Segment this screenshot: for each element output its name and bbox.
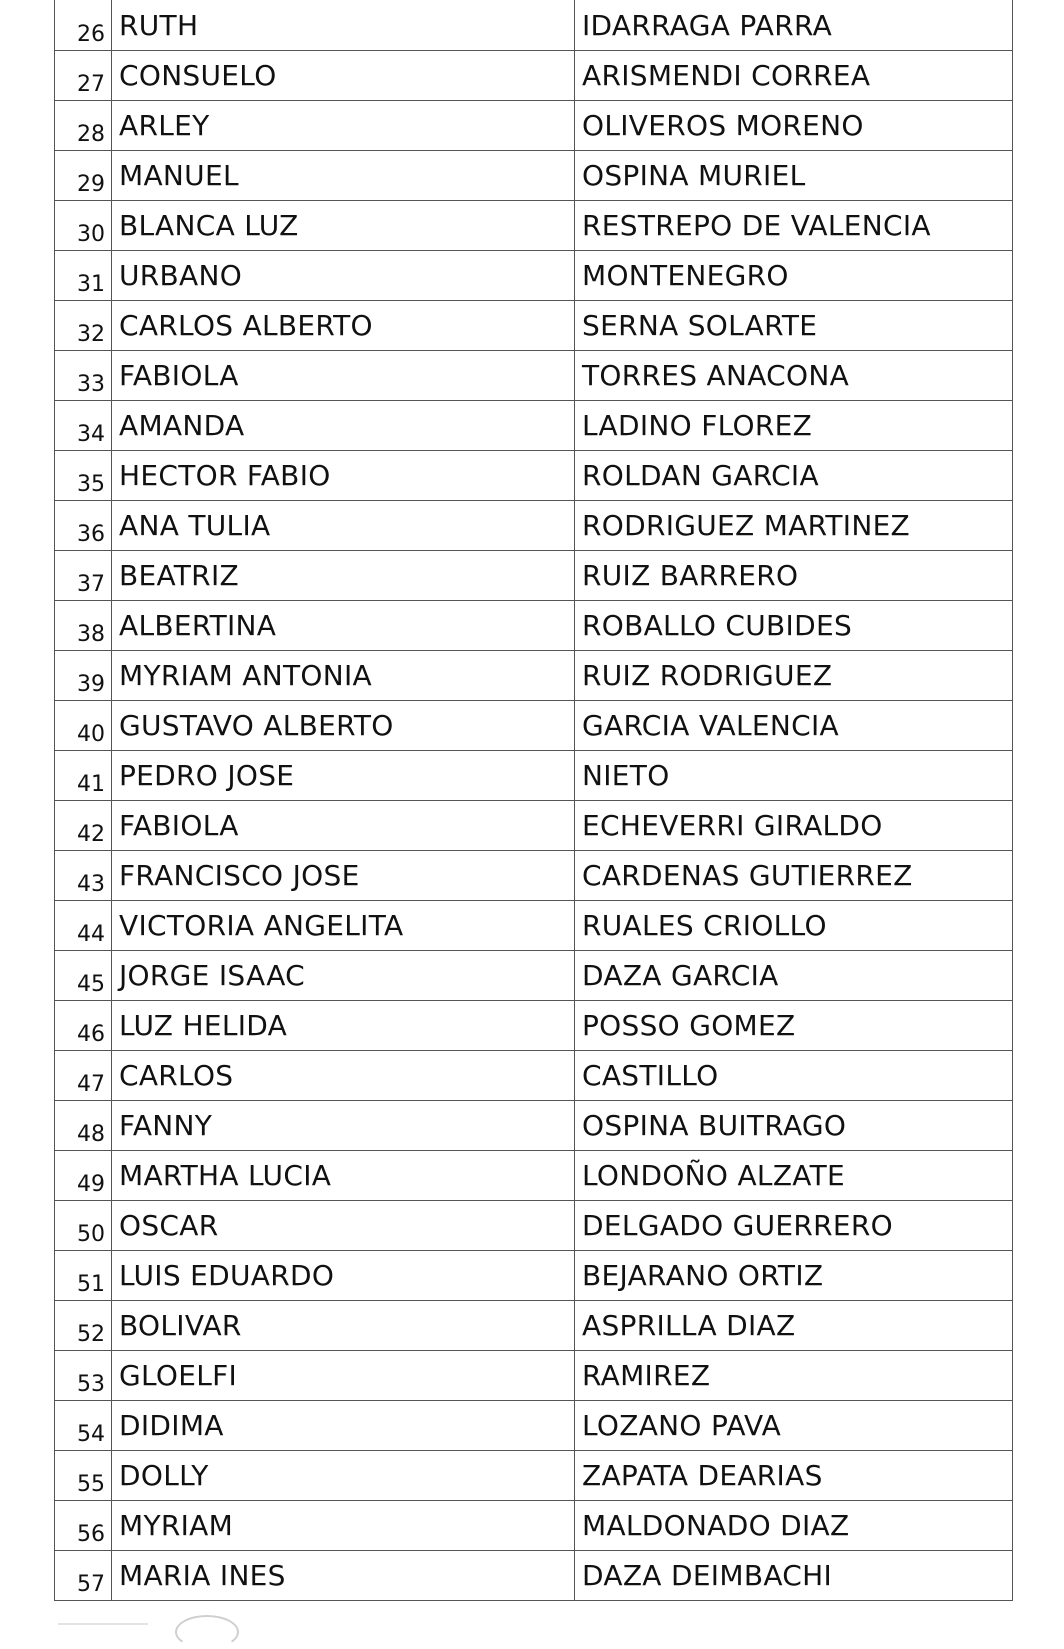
table-row [55,51,1013,101]
table-row [55,651,1013,701]
table-row [55,801,1013,851]
first-name-cell: CARLOS ALBERTO [112,301,575,351]
row-number: 54 [55,1401,112,1451]
last-name-cell: SERNA SOLARTE [575,301,1013,351]
first-name-cell: DIDIMA [112,1401,575,1451]
last-name-cell: DAZA DEIMBACHI [575,1551,1013,1601]
first-name-cell: RUTH [112,0,575,51]
last-name-cell: LADINO FLOREZ [575,401,1013,451]
table-row [55,1401,1013,1451]
first-name-cell: ARLEY [112,101,575,151]
row-number: 38 [55,601,112,651]
row-number: 31 [55,251,112,301]
first-name-cell: MYRIAM [112,1501,575,1551]
table-row [55,101,1013,151]
first-name-cell: MARTHA LUCIA [112,1151,575,1201]
table-row [55,501,1013,551]
last-name-cell: NIETO [575,751,1013,801]
row-number: 53 [55,1351,112,1401]
table-row [55,1551,1013,1601]
row-number: 40 [55,701,112,751]
table-row [55,151,1013,201]
first-name-cell: FABIOLA [112,351,575,401]
row-number: 39 [55,651,112,701]
first-name-cell: URBANO [112,251,575,301]
first-name-cell: JORGE ISAAC [112,951,575,1001]
row-number: 46 [55,1001,112,1051]
row-number: 36 [55,501,112,551]
row-number: 51 [55,1251,112,1301]
last-name-cell: LOZANO PAVA [575,1401,1013,1451]
last-name-cell: RESTREPO DE VALENCIA [575,201,1013,251]
table-row [55,751,1013,801]
row-number: 28 [55,101,112,151]
last-name-cell: OLIVEROS MORENO [575,101,1013,151]
first-name-cell: AMANDA [112,401,575,451]
last-name-cell: OSPINA MURIEL [575,151,1013,201]
table-row [55,1301,1013,1351]
row-number: 49 [55,1151,112,1201]
last-name-cell: MALDONADO DIAZ [575,1501,1013,1551]
row-number: 43 [55,851,112,901]
row-number: 47 [55,1051,112,1101]
last-name-cell: ZAPATA DEARIAS [575,1451,1013,1501]
table-row [55,601,1013,651]
table-row [55,851,1013,901]
table-row [55,201,1013,251]
table-row [55,1201,1013,1251]
first-name-cell: VICTORIA ANGELITA [112,901,575,951]
last-name-cell: ROLDAN GARCIA [575,451,1013,501]
row-number: 26 [55,0,112,51]
row-number: 44 [55,901,112,951]
row-number: 55 [55,1451,112,1501]
table-row [55,1251,1013,1301]
row-number: 30 [55,201,112,251]
row-number: 52 [55,1301,112,1351]
last-name-cell: RUIZ RODRIGUEZ [575,651,1013,701]
first-name-cell: HECTOR FABIO [112,451,575,501]
table-row [55,1001,1013,1051]
footer-divider [58,1623,148,1625]
table-row [55,1351,1013,1401]
last-name-cell: LONDOÑO ALZATE [575,1151,1013,1201]
row-number: 27 [55,51,112,101]
last-name-cell: RODRIGUEZ MARTINEZ [575,501,1013,551]
last-name-cell: MONTENEGRO [575,251,1013,301]
last-name-cell: ASPRILLA DIAZ [575,1301,1013,1351]
last-name-cell: CARDENAS GUTIERREZ [575,851,1013,901]
names-table-body [55,0,1013,1601]
row-number: 41 [55,751,112,801]
last-name-cell: ECHEVERRI GIRALDO [575,801,1013,851]
first-name-cell: CONSUELO [112,51,575,101]
last-name-cell: BEJARANO ORTIZ [575,1251,1013,1301]
table-row [55,1501,1013,1551]
first-name-cell: OSCAR [112,1201,575,1251]
first-name-cell: LUIS EDUARDO [112,1251,575,1301]
row-number: 37 [55,551,112,601]
last-name-cell: ARISMENDI CORREA [575,51,1013,101]
names-table [54,0,1013,1601]
first-name-cell: BLANCA LUZ [112,201,575,251]
first-name-cell: ALBERTINA [112,601,575,651]
first-name-cell: BOLIVAR [112,1301,575,1351]
first-name-cell: FRANCISCO JOSE [112,851,575,901]
names-sheet [54,0,1012,1601]
first-name-cell: DOLLY [112,1451,575,1501]
last-name-cell: IDARRAGA PARRA [575,0,1013,51]
last-name-cell: RUALES CRIOLLO [575,901,1013,951]
row-number: 57 [55,1551,112,1601]
row-number: 56 [55,1501,112,1551]
last-name-cell: CASTILLO [575,1051,1013,1101]
table-row [55,301,1013,351]
table-row [55,1101,1013,1151]
table-row [55,551,1013,601]
last-name-cell: RUIZ BARRERO [575,551,1013,601]
last-name-cell: DELGADO GUERRERO [575,1201,1013,1251]
first-name-cell: GUSTAVO ALBERTO [112,701,575,751]
first-name-cell: LUZ HELIDA [112,1001,575,1051]
first-name-cell: GLOELFI [112,1351,575,1401]
table-row [55,251,1013,301]
table-row [55,0,1013,51]
row-number: 50 [55,1201,112,1251]
row-number: 42 [55,801,112,851]
table-row [55,901,1013,951]
last-name-cell: POSSO GOMEZ [575,1001,1013,1051]
table-row [55,401,1013,451]
first-name-cell: MARIA INES [112,1551,575,1601]
first-name-cell: FABIOLA [112,801,575,851]
first-name-cell: ANA TULIA [112,501,575,551]
last-name-cell: TORRES ANACONA [575,351,1013,401]
table-row [55,351,1013,401]
first-name-cell: MYRIAM ANTONIA [112,651,575,701]
row-number: 29 [55,151,112,201]
first-name-cell: MANUEL [112,151,575,201]
first-name-cell: PEDRO JOSE [112,751,575,801]
table-row [55,451,1013,501]
last-name-cell: RAMIREZ [575,1351,1013,1401]
row-number: 32 [55,301,112,351]
table-row [55,1451,1013,1501]
row-number: 34 [55,401,112,451]
last-name-cell: GARCIA VALENCIA [575,701,1013,751]
first-name-cell: BEATRIZ [112,551,575,601]
last-name-cell: DAZA GARCIA [575,951,1013,1001]
row-number: 45 [55,951,112,1001]
table-row [55,701,1013,751]
footer-seal-fragment [175,1615,239,1649]
row-number: 48 [55,1101,112,1151]
table-row [55,1051,1013,1101]
last-name-cell: ROBALLO CUBIDES [575,601,1013,651]
first-name-cell: FANNY [112,1101,575,1151]
row-number: 33 [55,351,112,401]
table-row [55,951,1013,1001]
table-row [55,1151,1013,1201]
last-name-cell: OSPINA BUITRAGO [575,1101,1013,1151]
first-name-cell: CARLOS [112,1051,575,1101]
row-number: 35 [55,451,112,501]
